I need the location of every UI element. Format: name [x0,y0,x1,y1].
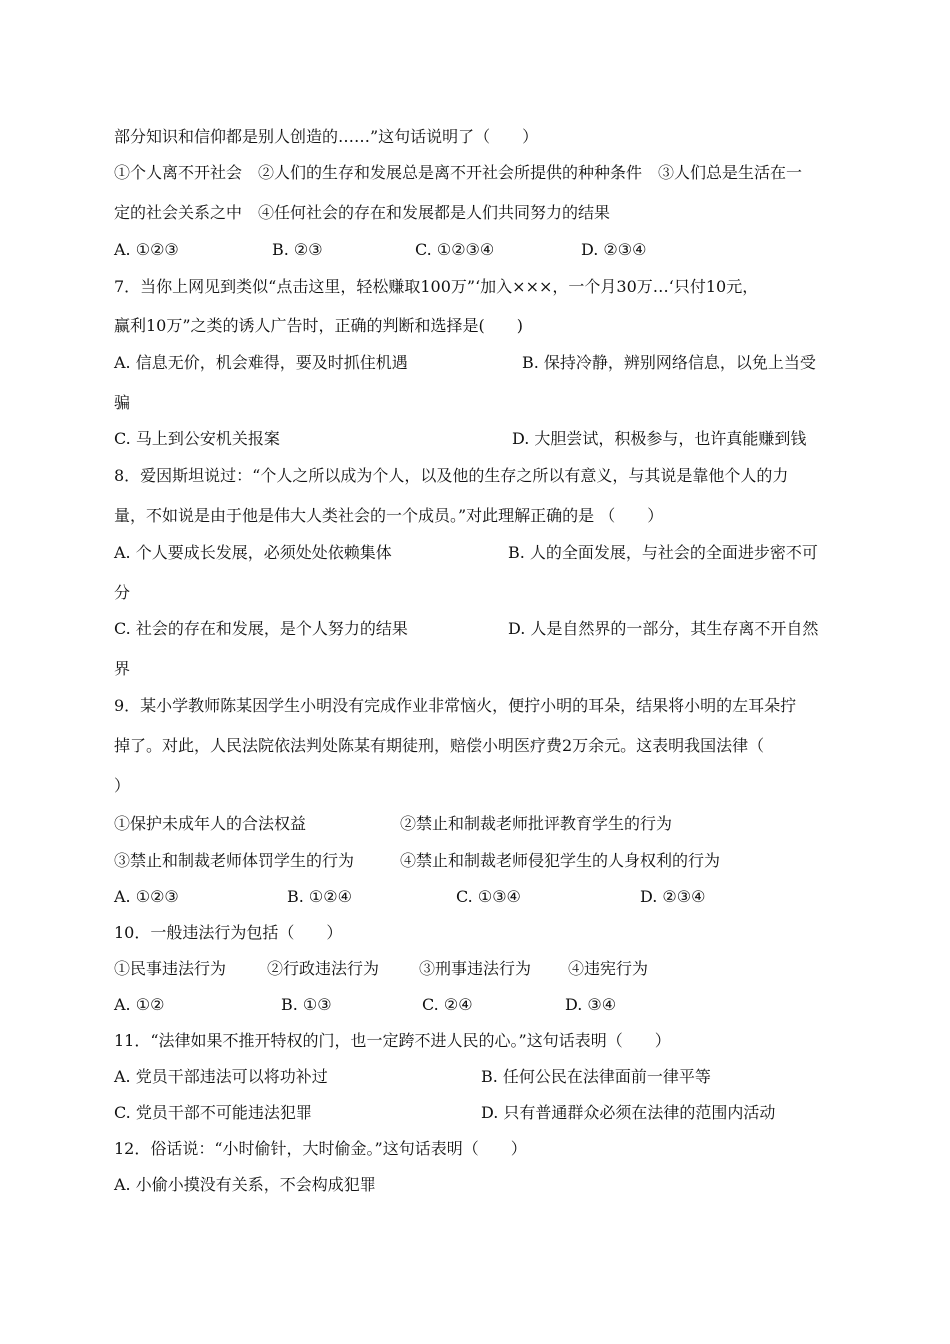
option-c: C. 马上到公安机关报案 [114,429,280,448]
option-b: B. 人的全面发展，与社会的全面进步密不可 [508,543,818,562]
option-c: C. ①③④ [456,887,521,906]
statement-3: ③刑事违法行为 [419,959,532,978]
option-d: D. 大胆尝试，积极参与，也许真能赚到钱 [512,429,807,448]
option-c: C. ②④ [422,995,473,1014]
option-b: B. ①②④ [287,887,352,906]
option-a: A. ①②③ [114,887,179,906]
option-c: C. ①②③④ [415,240,495,259]
option-b: B. 保持冷静，辨别网络信息，以免上当受 [522,353,816,372]
option-c: C. 社会的存在和发展，是个人努力的结果 [114,619,408,638]
question-10-stem: 10．一般违法行为包括（ ） [114,923,343,942]
option-a: A. 个人要成长发展，必须处处依赖集体 [114,543,392,562]
statement-1: ①民事违法行为 [114,959,227,978]
question-12-option-a: A. 小偷小摸没有关系，不会构成犯罪 [114,1175,376,1194]
statement-4: ④违宪行为 [568,959,649,978]
question-9-stem-line-1: 9．某小学教师陈某因学生小明没有完成作业非常恼火，便拧小明的耳朵，结果将小明的左耳朵拧 [114,696,797,715]
question-8-stem-line-1: 8．爱因斯坦说过：“个人之所以成为个人，以及他的生存之所以有意义，与其说是靠他个人的力 [114,466,789,485]
question-7-option-b-wrap: 骗 [114,393,131,412]
statement-2: ②禁止和制裁老师批评教育学生的行为 [400,814,673,833]
question-11-stem: 11．“法律如果不推开特权的门，也一定跨不进人民的心。”这句话表明（ ） [114,1031,671,1050]
option-a: A. ①②③ [114,240,179,259]
option-d: D. ②③④ [581,240,647,259]
statement-2: ②行政违法行为 [267,959,380,978]
statement-4: ④禁止和制裁老师侵犯学生的人身权利的行为 [400,851,721,870]
option-d: D. ③④ [565,995,617,1014]
option-b: B. ①③ [281,995,332,1014]
question-6-stem-end: 部分知识和信仰都是别人创造的……”这句话说明了（ ） [114,127,539,146]
option-a: A. ①② [114,995,165,1014]
statement-3: ③禁止和制裁老师体罚学生的行为 [114,851,355,870]
option-b: B. 任何公民在法律面前一律平等 [481,1067,711,1086]
option-a: A. 党员干部违法可以将功补过 [114,1067,328,1086]
option-d: D. 只有普通群众必须在法律的范围内活动 [481,1103,776,1122]
option-d: D. 人是自然界的一部分，其生存离不开自然 [508,619,819,638]
question-6-statements-line-1: ①个人离不开社会 ②人们的生存和发展总是离不开社会所提供的种种条件 ③人们总是生活在一 [114,163,803,182]
question-12-stem: 12．俗话说：“小时偷针，大时偷金。”这句话表明（ ） [114,1139,527,1158]
question-9-stem-line-3: ） [114,776,131,795]
question-7-stem-line-1: 7．当你上网见到类似“点击这里，轻松赚取100万”‘加入×××，一个月30万…‘只付10元， [114,277,759,296]
question-8-option-b-wrap: 分 [114,583,131,602]
option-c: C. 党员干部不可能违法犯罪 [114,1103,312,1122]
question-7-stem-line-2: 赢利10万”之类的诱人广告时，正确的判断和选择是( ) [114,316,524,335]
question-8-option-d-wrap: 界 [114,659,131,678]
option-b: B. ②③ [272,240,323,259]
statement-1: ①保护未成年人的合法权益 [114,814,307,833]
question-8-stem-line-2: 量，不如说是由于他是伟大人类社会的一个成员。”对此理解正确的是 （ ） [114,506,664,525]
option-a: A. 信息无价，机会难得，要及时抓住机遇 [114,353,408,372]
question-9-stem-line-2: 掉了。对此，人民法院依法判处陈某有期徒刑，赔偿小明医疗费2万余元。这表明我国法律（ [114,736,765,755]
question-6-statements-line-2: 定的社会关系之中 ④任何社会的存在和发展都是人们共同努力的结果 [114,203,611,222]
option-d: D. ②③④ [640,887,706,906]
